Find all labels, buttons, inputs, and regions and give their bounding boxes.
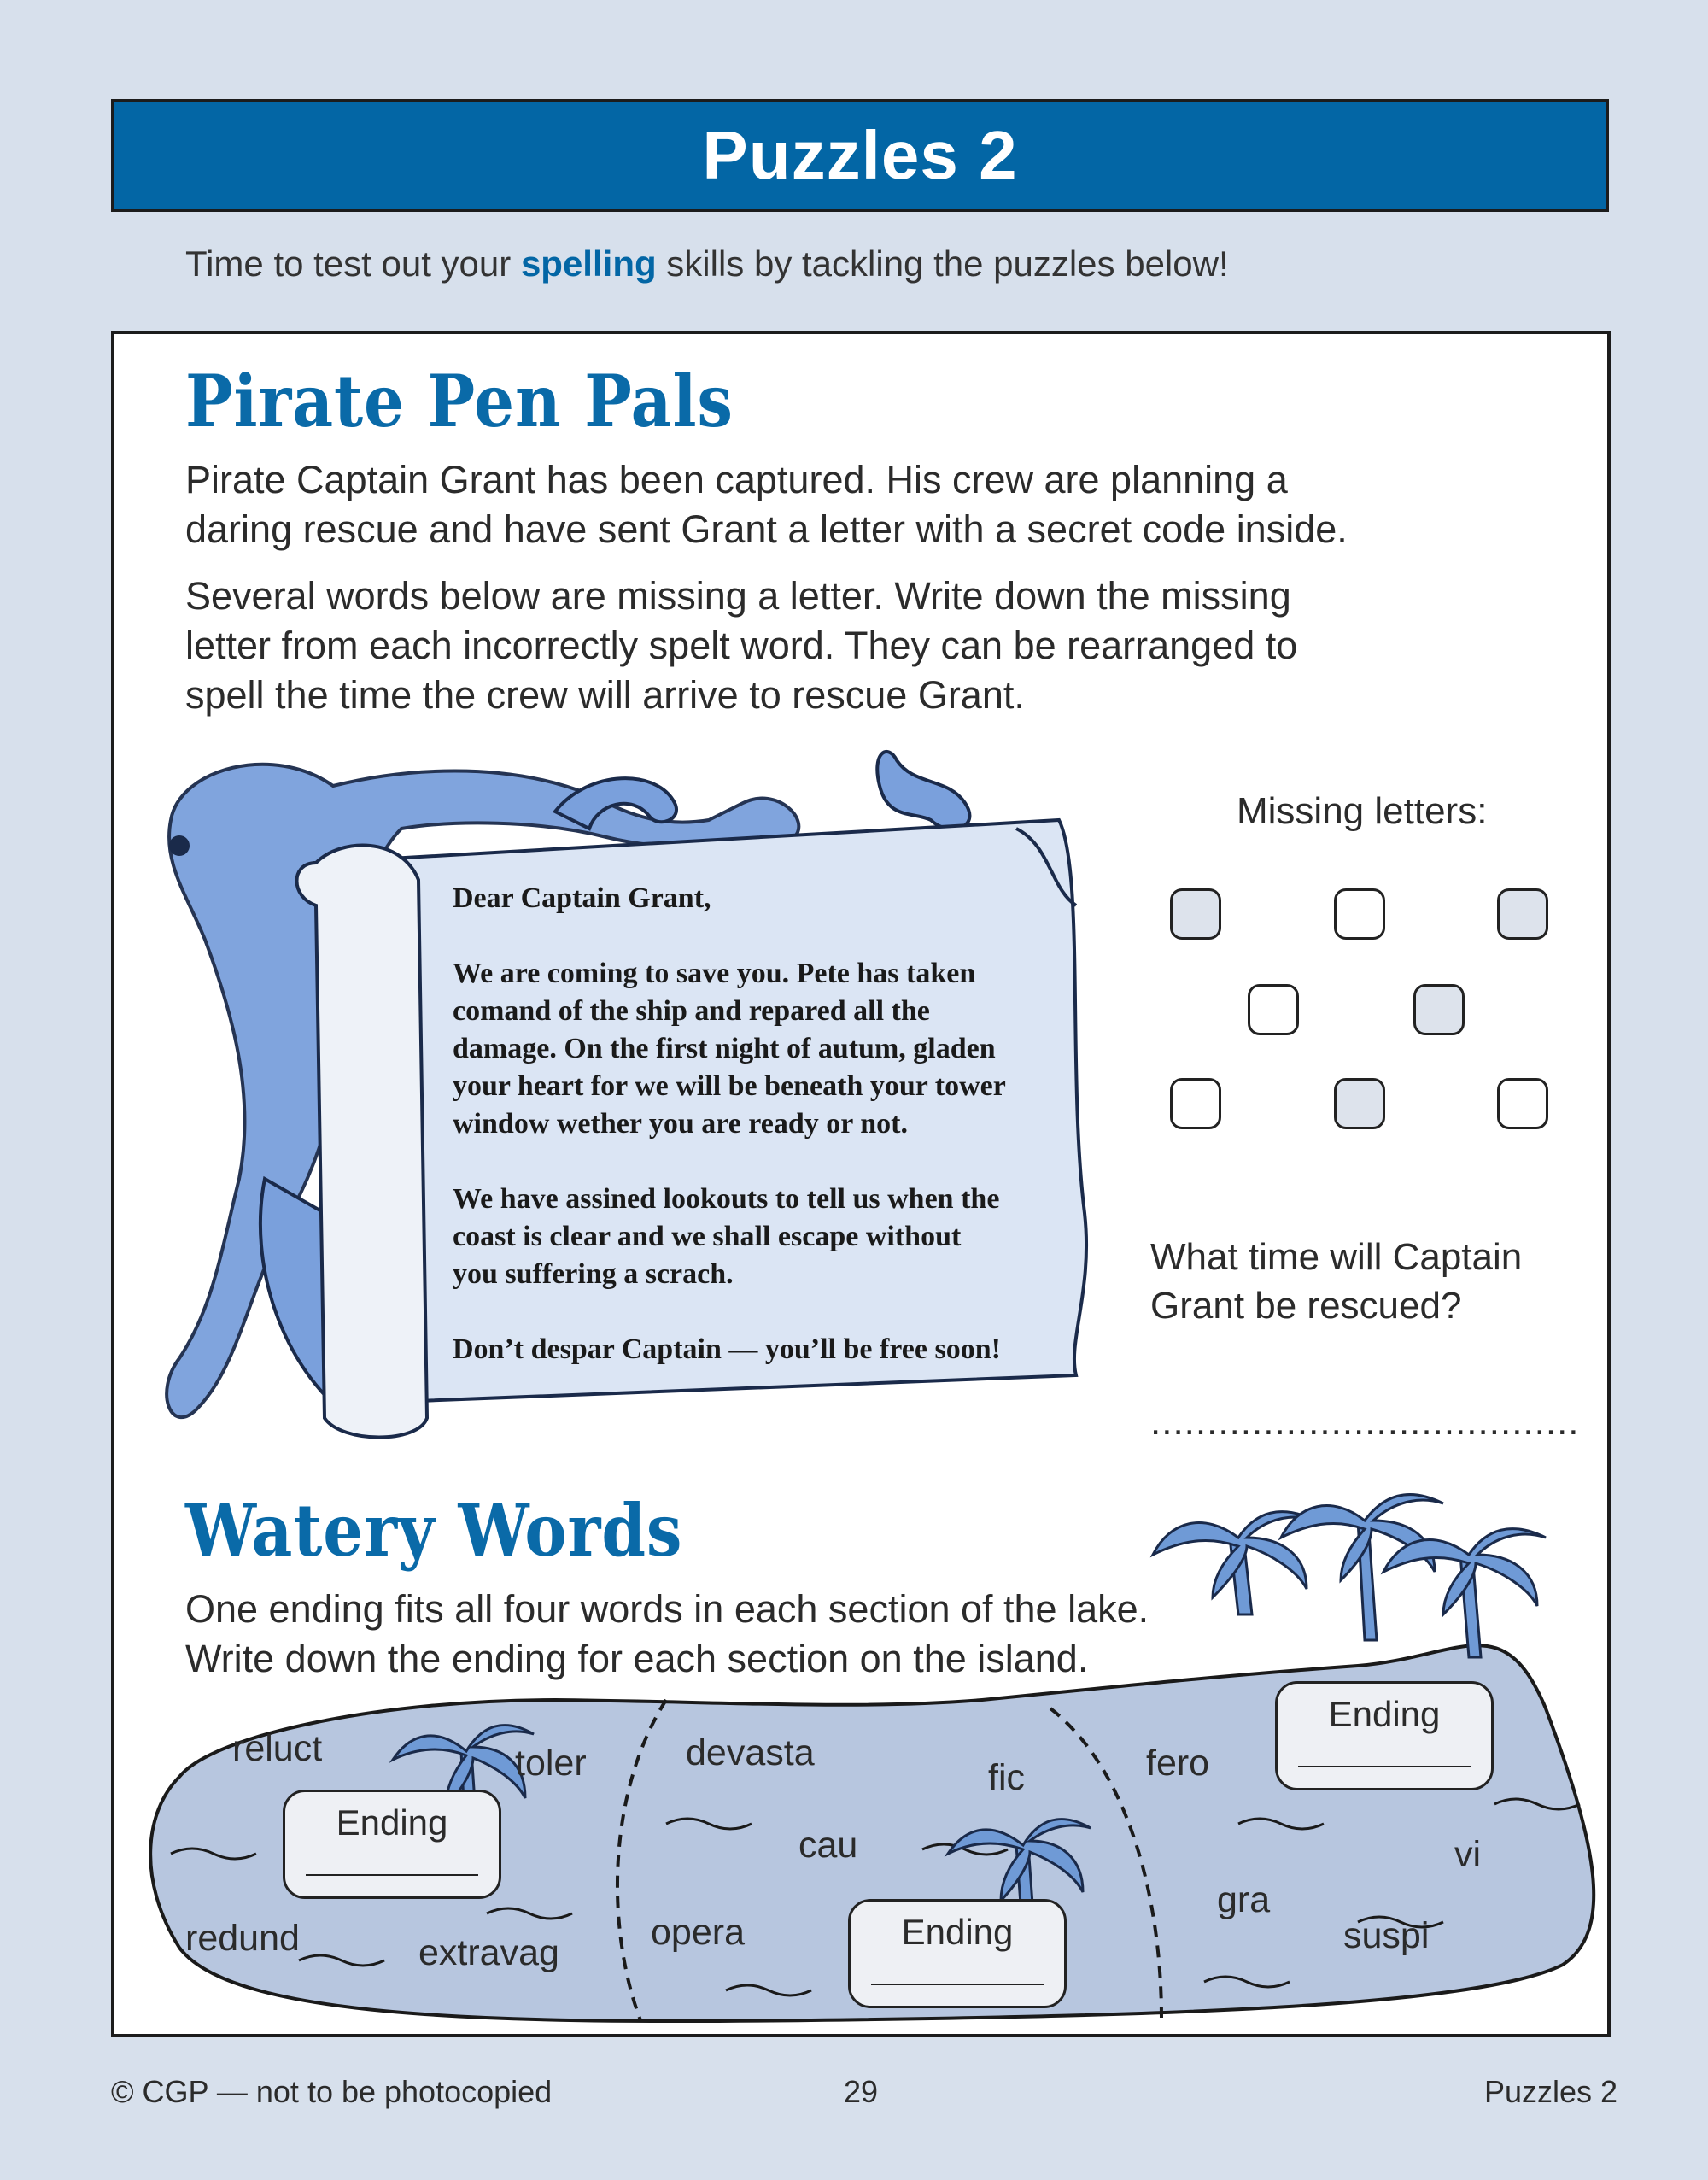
missing-letter-box[interactable] [1334, 1078, 1385, 1129]
missing-letters-label: Missing letters: [1237, 790, 1488, 832]
ending-label: Ending [901, 1912, 1014, 1952]
intro-before: Time to test out your [185, 243, 521, 284]
pirate-para1-line: Pirate Captain Grant has been captured. His crew are planning a [185, 458, 1288, 501]
pirate-para2-line: spell the time the crew will arrive to rescue Grant. [185, 673, 1025, 717]
letter-closing: Don’t despar Captain — you’ll be free soon! [453, 1333, 1001, 1365]
ending-line [306, 1874, 478, 1876]
ending-label: Ending [336, 1802, 448, 1843]
title-bar [111, 99, 1609, 212]
footer-page-number: 29 [844, 2074, 879, 2109]
missing-letter-box[interactable] [1497, 1078, 1548, 1129]
ending-box[interactable] [1275, 1681, 1494, 1790]
ending-label: Ending [1328, 1694, 1441, 1734]
letter-line: damage. On the first night of autum, gladen [453, 1033, 996, 1064]
ending-box[interactable] [848, 1899, 1067, 2008]
lake-word: fic [988, 1757, 1025, 1798]
pirate-para1-line: daring rescue and have sent Grant a letter with a secret code inside. [185, 507, 1348, 551]
letter-line: coast is clear and we shall escape without [453, 1221, 962, 1252]
pirate-para1 [185, 455, 1348, 554]
missing-letter-box[interactable] [1413, 984, 1465, 1035]
pirate-para2 [185, 571, 1297, 720]
watery-heading: Watery Words [185, 1488, 683, 1573]
question-line: Grant be rescued? [1150, 1285, 1462, 1327]
intro-highlight: spelling [520, 243, 657, 284]
footer-copyright: © CGP — not to be photocopied [111, 2074, 553, 2109]
lake-word: opera [651, 1912, 745, 1953]
intro-text [185, 243, 1229, 284]
letter-body2 [453, 1181, 999, 1293]
letter-line: We are coming to save you. Pete has taken [453, 958, 976, 989]
letter-greeting: Dear Captain Grant, [453, 882, 711, 914]
lake-word: reluct [232, 1728, 323, 1769]
intro-after: skills by tackling the puzzles below! [656, 243, 1229, 284]
answer-line[interactable]: ...................................... [1150, 1401, 1580, 1443]
pirate-heading: Pirate Pen Pals [185, 359, 734, 443]
lake-word: fero [1146, 1743, 1210, 1784]
lake-word: suspi [1343, 1915, 1430, 1956]
watery-para-line: Write down the ending for each section on the island. [185, 1637, 1089, 1680]
letter-line: window wether you are ready or not. [453, 1108, 908, 1140]
watery-para-line: One ending fits all four words in each section of the lake. [185, 1587, 1149, 1631]
missing-letter-box[interactable] [1334, 888, 1385, 940]
question-line: What time will Captain [1150, 1236, 1523, 1278]
lake-word: cau [798, 1825, 858, 1866]
lake-word: toler [515, 1743, 587, 1784]
missing-letter-box[interactable] [1170, 1078, 1221, 1129]
missing-letter-box[interactable] [1497, 888, 1548, 940]
letter-line: comand of the ship and repared all the [453, 995, 930, 1027]
letter-body1 [453, 955, 1006, 1143]
letter-line: your heart for we will be beneath your tower [453, 1070, 1006, 1102]
letter-line: you suffering a scrach. [453, 1258, 734, 1290]
pirate-para2-line: letter from each incorrectly spelt word. They can be rearranged to [185, 624, 1298, 667]
missing-letter-box[interactable] [1170, 888, 1221, 940]
lake-word: vi [1454, 1834, 1482, 1875]
question-text [1150, 1233, 1522, 1330]
ending-line [1298, 1766, 1471, 1767]
letter-line: We have assined lookouts to tell us when the [453, 1183, 1000, 1215]
lake-word: extravag [418, 1932, 559, 1973]
missing-letter-box[interactable] [1248, 984, 1299, 1035]
ending-box[interactable] [283, 1790, 501, 1899]
ending-line [871, 1984, 1044, 1985]
lake-word: gra [1217, 1879, 1271, 1920]
lake-word: redund [185, 1918, 300, 1959]
page-title: Puzzles 2 [702, 117, 1018, 193]
lake-word: devasta [686, 1732, 815, 1773]
pirate-para2-line: Several words below are missing a letter. Write down the missing [185, 574, 1291, 618]
footer-section-title: Puzzles 2 [1484, 2074, 1618, 2109]
